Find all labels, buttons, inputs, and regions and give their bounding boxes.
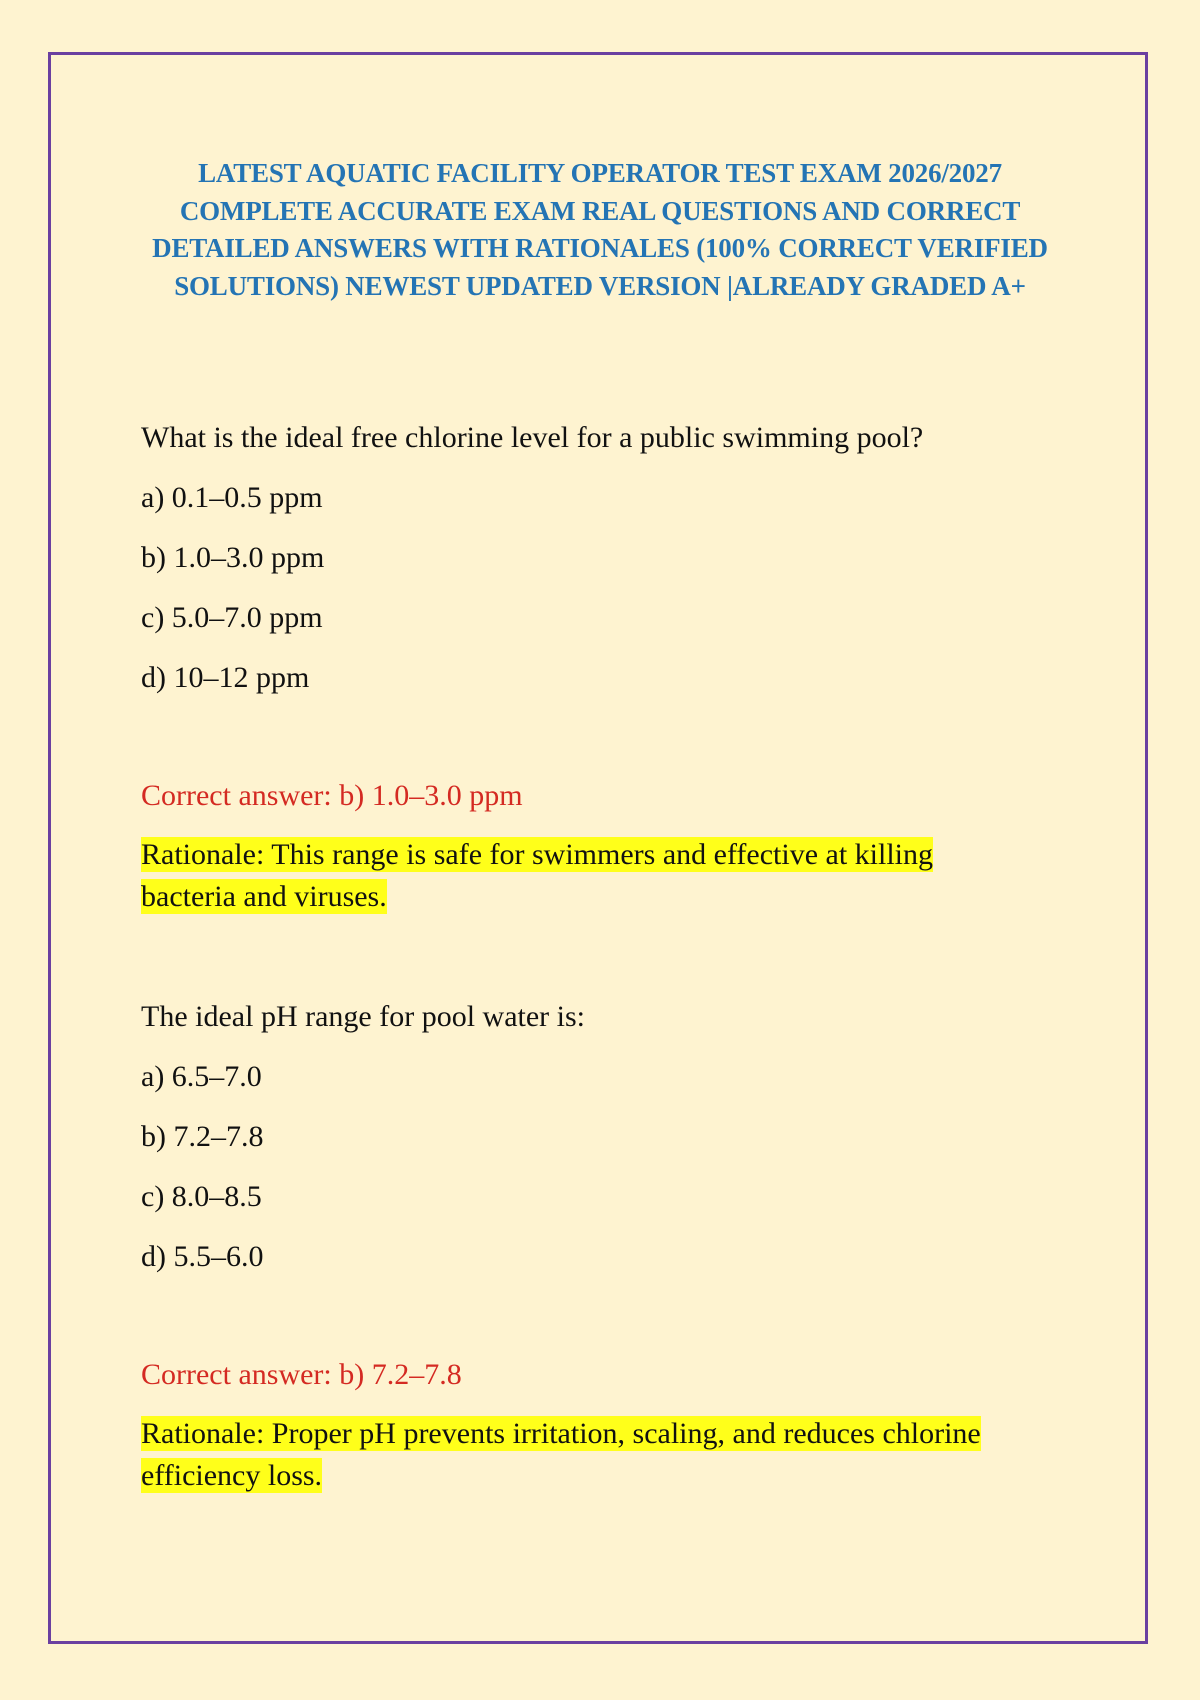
correct-answer: Correct answer: b) 1.0–3.0 ppm bbox=[141, 779, 523, 812]
option-d: d) 5.5–6.0 bbox=[141, 1240, 264, 1273]
question-text: What is the ideal free chlorine level for a public swimming pool? bbox=[141, 421, 924, 454]
rationale bbox=[141, 1413, 1021, 1497]
document-title: LATEST AQUATIC FACILITY OPERATOR TEST EXAM 2026/2027 COMPLETE ACCURATE EXAM REAL QUESTIONS AND CORRECT DETAILED ANSWERS WITH RATIONALES (100% CORRECT VERIFIED SOLUTIONS) NEWEST UPDATED VERSION |ALREADY GRADED A+ bbox=[152, 158, 1048, 301]
option-b: b) 7.2–7.8 bbox=[141, 1120, 264, 1153]
option-c: c) 8.0–8.5 bbox=[141, 1180, 262, 1213]
options-list bbox=[141, 478, 1061, 698]
option-a: a) 6.5–7.0 bbox=[141, 1060, 262, 1093]
question-block-2 bbox=[141, 997, 1061, 1497]
option-d: d) 10–12 ppm bbox=[141, 661, 310, 694]
question-text: The ideal pH range for pool water is: bbox=[141, 1000, 586, 1033]
rationale bbox=[141, 834, 1021, 918]
option-c: c) 5.0–7.0 ppm bbox=[141, 601, 323, 634]
option-b: b) 1.0–3.0 ppm bbox=[141, 541, 325, 574]
rationale-text: Rationale: This range is safe for swimmers and effective at killing bacteria and viruses. bbox=[141, 838, 933, 913]
correct-answer: Correct answer: b) 7.2–7.8 bbox=[141, 1358, 462, 1391]
question-block-1 bbox=[141, 418, 1061, 918]
option-a: a) 0.1–0.5 ppm bbox=[141, 481, 323, 514]
rationale-text: Rationale: Proper pH prevents irritation, scaling, and reduces chlorine efficiency loss. bbox=[141, 1417, 981, 1492]
options-list bbox=[141, 1057, 1061, 1277]
